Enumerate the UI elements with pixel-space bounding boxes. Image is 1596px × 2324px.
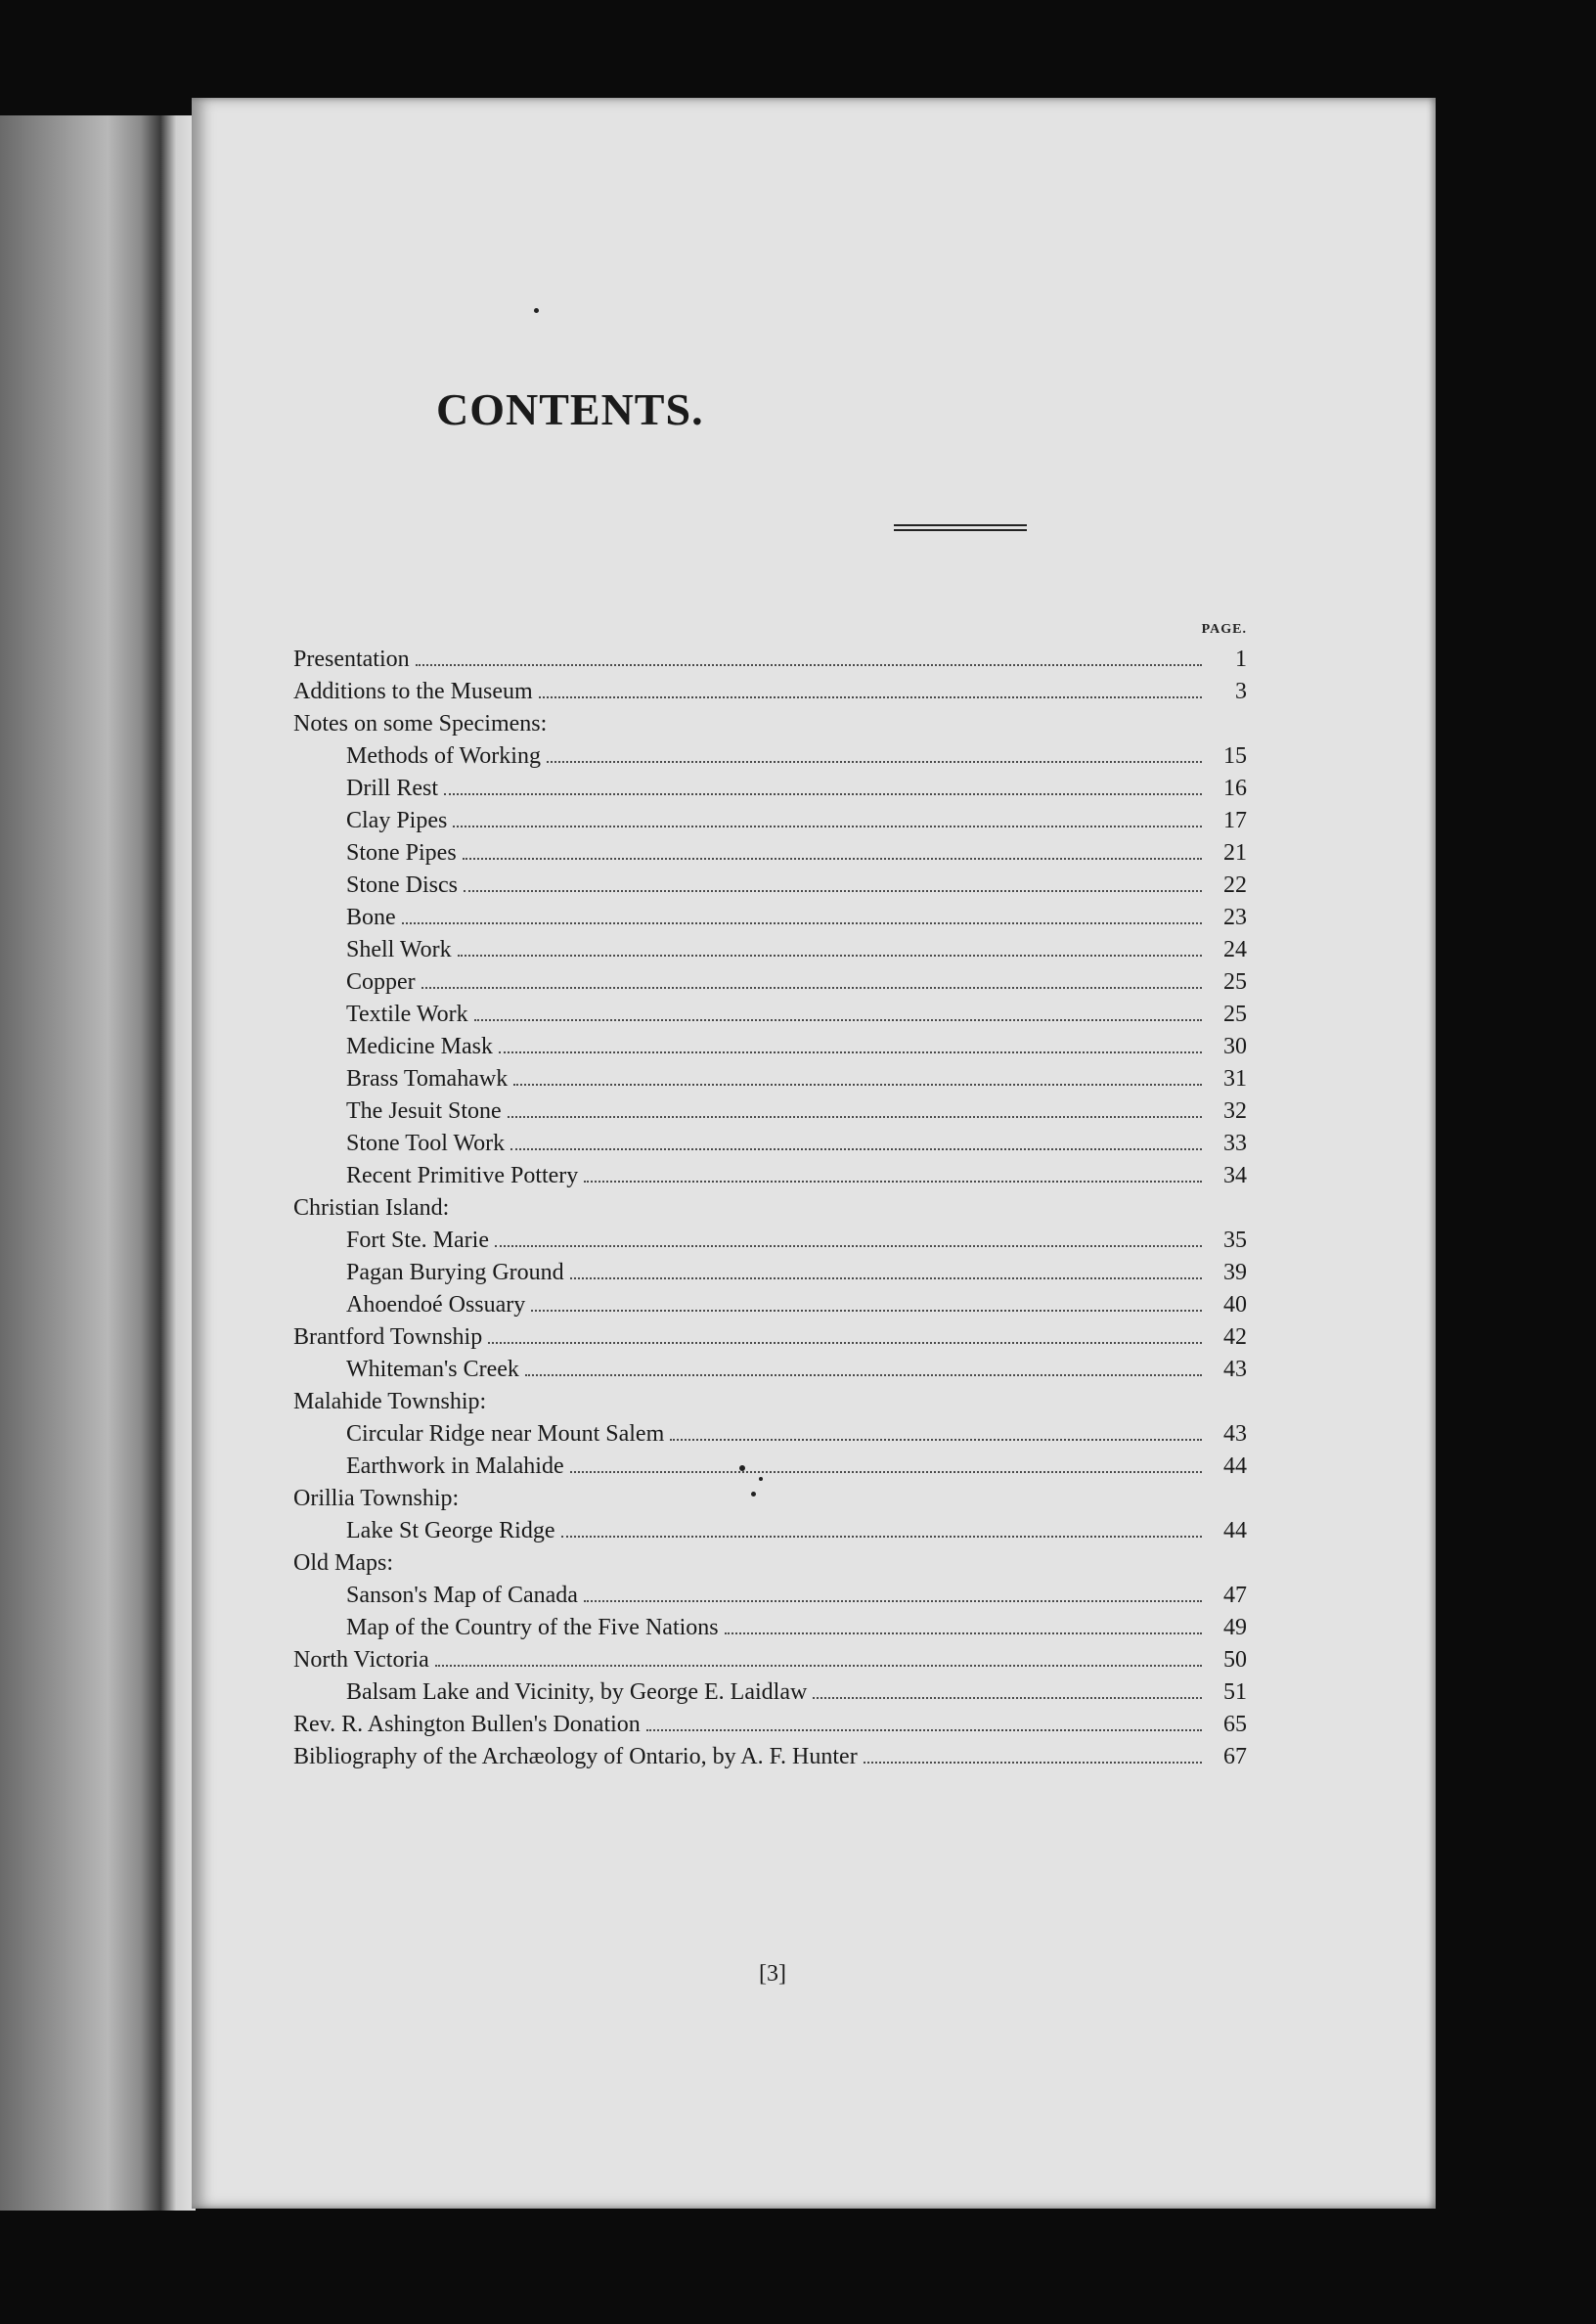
toc-entry-page: 44	[1223, 1518, 1247, 1543]
toc-section-heading	[293, 1480, 1247, 1512]
dot-leader	[474, 1019, 1202, 1021]
toc-entry-label: The Jesuit Stone	[346, 1098, 502, 1124]
toc-entry	[293, 1157, 1247, 1189]
toc-entry-label: Sanson's Map of Canada	[346, 1583, 578, 1608]
toc-entry-page: 24	[1223, 937, 1247, 962]
dot-leader	[561, 1536, 1202, 1538]
toc-entry-label: Stone Tool Work	[346, 1131, 506, 1156]
dot-leader	[488, 1342, 1202, 1344]
toc-entry-label: Notes on some Specimens:	[293, 711, 548, 737]
toc-entry	[293, 1415, 1247, 1448]
toc-section-heading	[293, 705, 1247, 737]
toc-entry	[293, 802, 1247, 834]
toc-entry-page: 21	[1223, 840, 1247, 866]
toc-entry-label: Malahide Township:	[293, 1389, 487, 1414]
dot-leader	[570, 1471, 1202, 1473]
toc-entry-label: Fort Ste. Marie	[346, 1228, 489, 1253]
dot-leader	[421, 987, 1202, 989]
toc-entry	[293, 931, 1247, 963]
dot-leader	[463, 858, 1202, 860]
toc-entry-page: 65	[1223, 1712, 1247, 1737]
dot-leader	[495, 1245, 1202, 1247]
toc-entry	[293, 1028, 1247, 1060]
dot-leader	[513, 1084, 1202, 1086]
toc-entry	[293, 1609, 1247, 1641]
toc-entry	[293, 996, 1247, 1028]
dot-leader	[813, 1697, 1202, 1699]
dot-leader	[416, 664, 1202, 666]
dot-leader	[584, 1600, 1202, 1602]
dot-leader	[402, 922, 1202, 924]
toc-entry-label: Bibliography of the Archæology of Ontario, by A. F. Hunter	[293, 1744, 858, 1769]
toc-entry	[293, 1318, 1247, 1351]
toc-entry-label: Drill Rest	[346, 776, 438, 801]
toc-section-heading	[293, 1383, 1247, 1415]
toc-entry	[293, 963, 1247, 996]
toc-entry-page: 15	[1223, 743, 1247, 769]
toc-entry	[293, 1512, 1247, 1544]
table-of-contents	[293, 641, 1247, 1770]
dot-leader	[444, 793, 1202, 795]
facing-page-edge	[0, 115, 196, 2211]
toc-entry-label: Shell Work	[346, 937, 452, 962]
dot-leader	[525, 1374, 1202, 1376]
title-rule	[894, 524, 1027, 531]
toc-entry-label: Ahoendoé Ossuary	[346, 1292, 526, 1318]
toc-entry	[293, 899, 1247, 931]
dot-leader	[435, 1665, 1202, 1667]
toc-entry-label: Brass Tomahawk	[346, 1066, 509, 1092]
toc-entry-page: 34	[1223, 1163, 1247, 1188]
toc-entry	[293, 1093, 1247, 1125]
toc-entry	[293, 1706, 1247, 1738]
toc-entry-page: 43	[1223, 1357, 1247, 1382]
toc-entry-page: 1	[1235, 647, 1247, 672]
toc-entry	[293, 1125, 1247, 1157]
page-title: CONTENTS.	[436, 384, 704, 434]
toc-entry-page: 35	[1223, 1228, 1247, 1253]
dot-leader	[864, 1762, 1202, 1764]
toc-entry-page: 39	[1223, 1260, 1247, 1285]
toc-entry-label: Stone Discs	[346, 872, 458, 898]
toc-section-heading	[293, 1189, 1247, 1222]
dot-leader	[584, 1181, 1202, 1183]
toc-entry-label: Stone Pipes	[346, 840, 457, 866]
toc-entry-label: Lake St George Ridge	[346, 1518, 555, 1543]
toc-entry	[293, 867, 1247, 899]
toc-entry-label: Bone	[346, 905, 396, 930]
toc-entry	[293, 1641, 1247, 1674]
toc-entry	[293, 1222, 1247, 1254]
toc-entry-label: Old Maps:	[293, 1550, 393, 1576]
toc-entry-label: Textile Work	[346, 1002, 468, 1027]
toc-entry-page: 25	[1223, 1002, 1247, 1027]
toc-entry-page: 33	[1223, 1131, 1247, 1156]
toc-entry-page: 30	[1223, 1034, 1247, 1059]
toc-entry-page: 16	[1223, 776, 1247, 801]
toc-entry	[293, 770, 1247, 802]
toc-entry-page: 50	[1223, 1647, 1247, 1673]
toc-entry-page: 42	[1223, 1324, 1247, 1350]
toc-entry-page: 22	[1223, 872, 1247, 898]
dot-leader	[499, 1051, 1202, 1053]
toc-entry-label: Orillia Township:	[293, 1486, 460, 1511]
toc-entry-label: Christian Island:	[293, 1195, 450, 1221]
page-folio: [3]	[759, 1961, 786, 1987]
toc-entry-page: 44	[1223, 1453, 1247, 1479]
toc-entry	[293, 1351, 1247, 1383]
dot-leader	[510, 1148, 1202, 1150]
toc-entry-label: Recent Primitive Pottery	[346, 1163, 579, 1188]
toc-entry	[293, 1674, 1247, 1706]
dot-leader	[464, 890, 1202, 892]
toc-entry-label: Copper	[346, 969, 416, 995]
toc-entry-page: 31	[1223, 1066, 1247, 1092]
toc-entry	[293, 1448, 1247, 1480]
toc-entry	[293, 1254, 1247, 1286]
toc-entry-label: Rev. R. Ashington Bullen's Donation	[293, 1712, 641, 1737]
toc-entry	[293, 641, 1247, 673]
toc-entry-page: 23	[1223, 905, 1247, 930]
toc-entry	[293, 1738, 1247, 1770]
toc-entry	[293, 1286, 1247, 1318]
toc-entry-page: 67	[1223, 1744, 1247, 1769]
toc-entry	[293, 737, 1247, 770]
toc-entry-page: 25	[1223, 969, 1247, 995]
toc-entry-label: Map of the Country of the Five Nations	[346, 1615, 719, 1640]
toc-entry-label: Clay Pipes	[346, 808, 448, 833]
dot-leader	[539, 696, 1202, 698]
dot-leader	[453, 826, 1202, 827]
toc-entry-page: 3	[1235, 679, 1247, 704]
toc-entry-label: Earthwork in Malahide	[346, 1453, 564, 1479]
toc-entry-page: 49	[1223, 1615, 1247, 1640]
toc-entry	[293, 1060, 1247, 1093]
paper-speck	[534, 308, 539, 313]
toc-entry-page: 40	[1223, 1292, 1247, 1318]
dot-leader	[725, 1632, 1202, 1634]
toc-entry-page: 51	[1223, 1679, 1247, 1705]
toc-entry-label: North Victoria	[293, 1647, 429, 1673]
toc-entry-label: Pagan Burying Ground	[346, 1260, 564, 1285]
dot-leader	[670, 1439, 1202, 1441]
dot-leader	[646, 1729, 1202, 1731]
dot-leader	[508, 1116, 1202, 1118]
toc-entry-page: 43	[1223, 1421, 1247, 1447]
toc-entry-label: Medicine Mask	[346, 1034, 493, 1059]
dot-leader	[547, 761, 1202, 763]
toc-entry-label: Circular Ridge near Mount Salem	[346, 1421, 665, 1447]
toc-entry-label: Brantford Township	[293, 1324, 483, 1350]
toc-entry-label: Additions to the Museum	[293, 679, 533, 704]
toc-entry-label: Presentation	[293, 647, 410, 672]
toc-entry	[293, 673, 1247, 705]
toc-entry-label: Whiteman's Creek	[346, 1357, 519, 1382]
toc-section-heading	[293, 1544, 1247, 1577]
dot-leader	[570, 1277, 1202, 1279]
toc-entry-label: Balsam Lake and Vicinity, by George E. Laidlaw	[346, 1679, 808, 1705]
toc-entry	[293, 1577, 1247, 1609]
toc-entry-label: Methods of Working	[346, 743, 541, 769]
toc-entry-page: 17	[1223, 808, 1247, 833]
dot-leader	[531, 1310, 1202, 1312]
toc-entry-page: 47	[1223, 1583, 1247, 1608]
toc-entry	[293, 834, 1247, 867]
dot-leader	[458, 955, 1202, 957]
toc-entry-page: 32	[1223, 1098, 1247, 1124]
page-column-header: PAGE.	[1201, 622, 1247, 637]
